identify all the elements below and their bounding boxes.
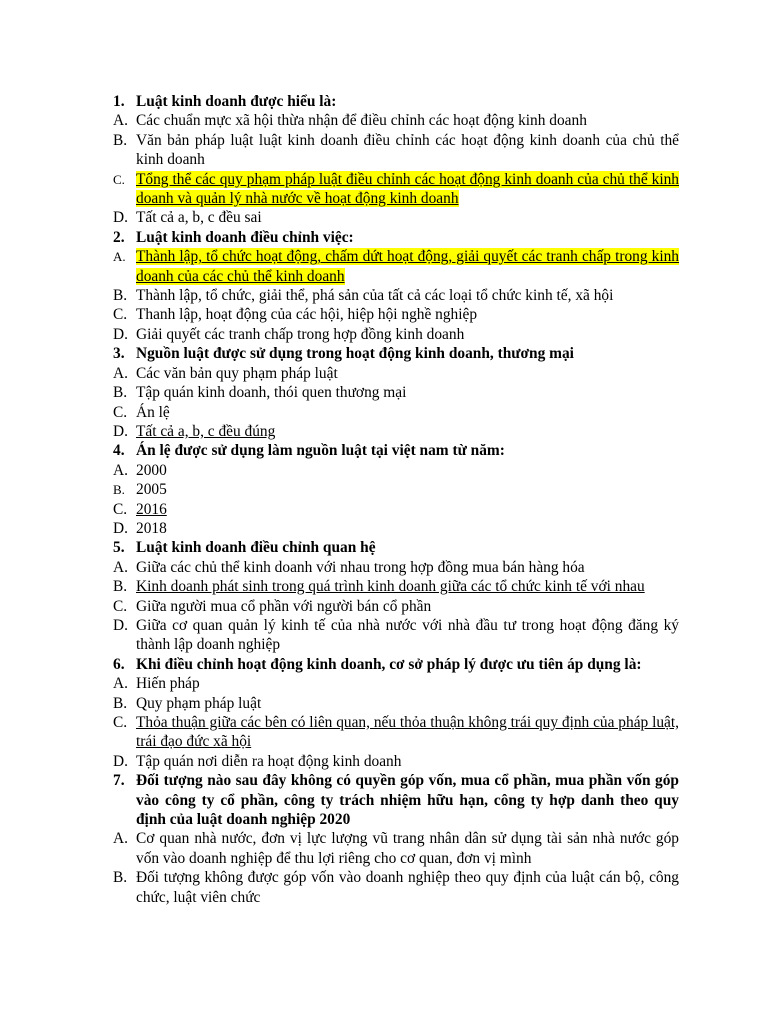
question-6-option-b: [113, 694, 679, 713]
option-text: Giữa cơ quan quản lý kinh tế của nhà nước với nhà đầu tư trong hoạt động đăng ký thành lập doanh nghiệp: [136, 616, 679, 654]
option-text: Quy phạm pháp luật: [136, 694, 262, 712]
question-5-option-a: [113, 558, 679, 577]
option-text: Giữa các chủ thể kinh doanh với nhau trong hợp đồng mua bán hàng hóa: [136, 558, 585, 576]
option-text: Các văn bản quy phạm pháp luật: [136, 364, 338, 382]
question-4-option-d: [113, 519, 679, 538]
option-text: Tập quán nơi diễn ra hoạt động kinh doanh: [136, 752, 402, 770]
option-label: D.: [113, 752, 128, 770]
option-text: 2000: [136, 461, 167, 479]
option-label: B.: [113, 578, 128, 596]
question-5: [113, 538, 679, 654]
question-text: Án lệ được sử dụng làm nguồn luật tại việt nam từ năm:: [136, 442, 505, 460]
question-4-option-b: [113, 480, 679, 499]
option-label: C.: [113, 171, 125, 187]
option-text: 2005: [136, 481, 167, 499]
question-3-option-a: [113, 364, 679, 383]
option-text: Thành lập, tổ chức, giải thể, phá sản của tất cả các loại tổ chức kinh tế, xã hội: [136, 287, 614, 305]
option-label: A.: [113, 364, 128, 382]
question-4-stem: [113, 441, 679, 460]
question-3-option-d: [113, 422, 679, 441]
question-5-stem: [113, 538, 679, 557]
question-6-stem: [113, 655, 679, 674]
question-text: Luật kinh doanh điều chỉnh quan hệ: [136, 539, 376, 557]
question-3: [113, 344, 679, 441]
question-1-stem: [113, 92, 679, 111]
question-6-option-c: [113, 713, 679, 752]
question-number: 5.: [113, 539, 125, 557]
question-number: 3.: [113, 345, 125, 363]
option-text: Hiến pháp: [136, 675, 200, 693]
question-2-option-d: [113, 325, 679, 344]
option-label: A.: [113, 675, 128, 693]
option-label: B.: [113, 869, 128, 887]
option-label: D.: [113, 616, 128, 634]
option-text: Các chuẩn mực xã hội thừa nhận để điều chỉnh các hoạt động kinh doanh: [136, 112, 587, 130]
question-7: [113, 771, 679, 907]
option-text: Thanh lập, hoạt động của các hội, hiệp hội nghề nghiệp: [136, 306, 478, 324]
option-label: A.: [113, 249, 126, 265]
option-text: Đối tượng không được góp vốn vào doanh nghiệp theo quy định của luật cán bộ, công chức, luật viên chức: [136, 869, 679, 906]
question-3-stem: [113, 344, 679, 363]
question-list: [113, 92, 679, 907]
question-number: 6.: [113, 655, 125, 673]
question-number: 2.: [113, 228, 125, 246]
option-label: D.: [113, 325, 128, 343]
question-5-option-b: [113, 577, 679, 596]
option-text-highlighted: Tổng thể các quy phạm pháp luật điều chỉnh các hoạt động kinh doanh của chủ thể kinh doanh và quản lý nhà nước về hoạt động kinh doanh: [136, 170, 679, 208]
option-label: C.: [113, 714, 128, 731]
option-label: A.: [113, 461, 128, 479]
option-label: B.: [113, 384, 128, 402]
question-text: Nguồn luật được sử dụng trong hoạt động kinh doanh, thương mại: [136, 345, 574, 363]
question-7-option-a: [113, 829, 679, 868]
question-text: Luật kinh doanh được hiểu là:: [136, 93, 337, 110]
question-5-option-c: [113, 597, 679, 616]
option-text: Tập quán kinh doanh, thói quen thương mại: [136, 384, 407, 402]
option-text: Giữa người mua cổ phần với người bán cổ phần: [136, 597, 432, 615]
question-2-stem: [113, 228, 679, 247]
option-label: B.: [113, 131, 128, 149]
option-text-underlined: Kinh doanh phát sinh trong quá trình kinh doanh giữa các tổ chức kinh tế với nhau: [136, 578, 645, 596]
option-label: D.: [113, 519, 128, 537]
question-4-option-c: [113, 500, 679, 519]
option-label: D.: [113, 422, 128, 440]
option-label: A.: [113, 830, 128, 848]
question-3-option-c: [113, 403, 679, 422]
question-text: Luật kinh doanh điều chỉnh việc:: [136, 228, 354, 246]
question-1-option-d: [113, 208, 679, 227]
option-text: Văn bản pháp luật luật kinh doanh điều chỉnh các hoạt động kinh doanh của chủ thể kinh doanh: [136, 131, 679, 169]
question-number: 7.: [113, 772, 125, 790]
option-text: Tất cả a, b, c đều sai: [136, 209, 262, 227]
question-2: [113, 228, 679, 344]
question-6-option-a: [113, 674, 679, 693]
option-text-underlined: Tất cả a, b, c đều đúng: [136, 422, 276, 440]
option-label: C.: [113, 500, 128, 518]
question-2-option-b: [113, 286, 679, 305]
option-label: A.: [113, 558, 128, 576]
option-text-highlighted: Thành lập, tổ chức hoạt động, chấm dứt hoạt động, giải quyết các tranh chấp trong kinh doanh của các chủ thể kinh doanh: [136, 248, 679, 285]
option-label: C.: [113, 403, 128, 421]
option-label: A.: [113, 112, 128, 130]
question-1: [113, 92, 679, 228]
question-1-option-c: [113, 170, 679, 209]
option-label: B.: [113, 287, 128, 305]
question-6: [113, 655, 679, 771]
option-text-underlined: Thỏa thuận giữa các bên có liên quan, nếu thỏa thuận không trái quy định của pháp luật, trái đạo đức xã hội: [136, 714, 680, 751]
question-number: 4.: [113, 442, 125, 460]
option-label: D.: [113, 209, 128, 227]
option-text: Cơ quan nhà nước, đơn vị lực lượng vũ trang nhân dân sử dụng tài sản nhà nước góp vốn vào doanh nghiệp để thu lợi riêng cho cơ quan, đơn vị mình: [136, 830, 679, 867]
question-text: Đối tượng nào sau đây không có quyền góp vốn, mua cổ phần, mua phần vốn góp vào công ty cổ phần, công ty trách nhiệm hữu hạn, công ty hợp danh theo quy định của luật doanh nghiệp 2020: [136, 772, 679, 829]
question-1-option-a: [113, 111, 679, 130]
question-7-stem: [113, 771, 679, 829]
option-label: C.: [113, 306, 128, 324]
question-5-option-d: [113, 616, 679, 655]
question-1-option-b: [113, 131, 679, 170]
option-text-underlined: 2016: [136, 500, 167, 518]
question-3-option-b: [113, 383, 679, 402]
question-2-option-a: [113, 247, 679, 286]
question-4-option-a: [113, 461, 679, 480]
question-4: [113, 441, 679, 538]
question-6-option-d: [113, 752, 679, 771]
option-label: B.: [113, 482, 125, 498]
question-7-option-b: [113, 868, 679, 907]
question-number: 1.: [113, 93, 125, 110]
option-text: 2018: [136, 519, 167, 537]
question-2-option-c: [113, 305, 679, 324]
option-label: C.: [113, 597, 128, 615]
option-text: Giải quyết các tranh chấp trong hợp đồng kinh doanh: [136, 325, 465, 343]
option-text: Án lệ: [136, 403, 170, 421]
question-text: Khi điều chỉnh hoạt động kinh doanh, cơ sở pháp lý được ưu tiên áp dụng là:: [136, 655, 642, 673]
option-label: B.: [113, 694, 128, 712]
